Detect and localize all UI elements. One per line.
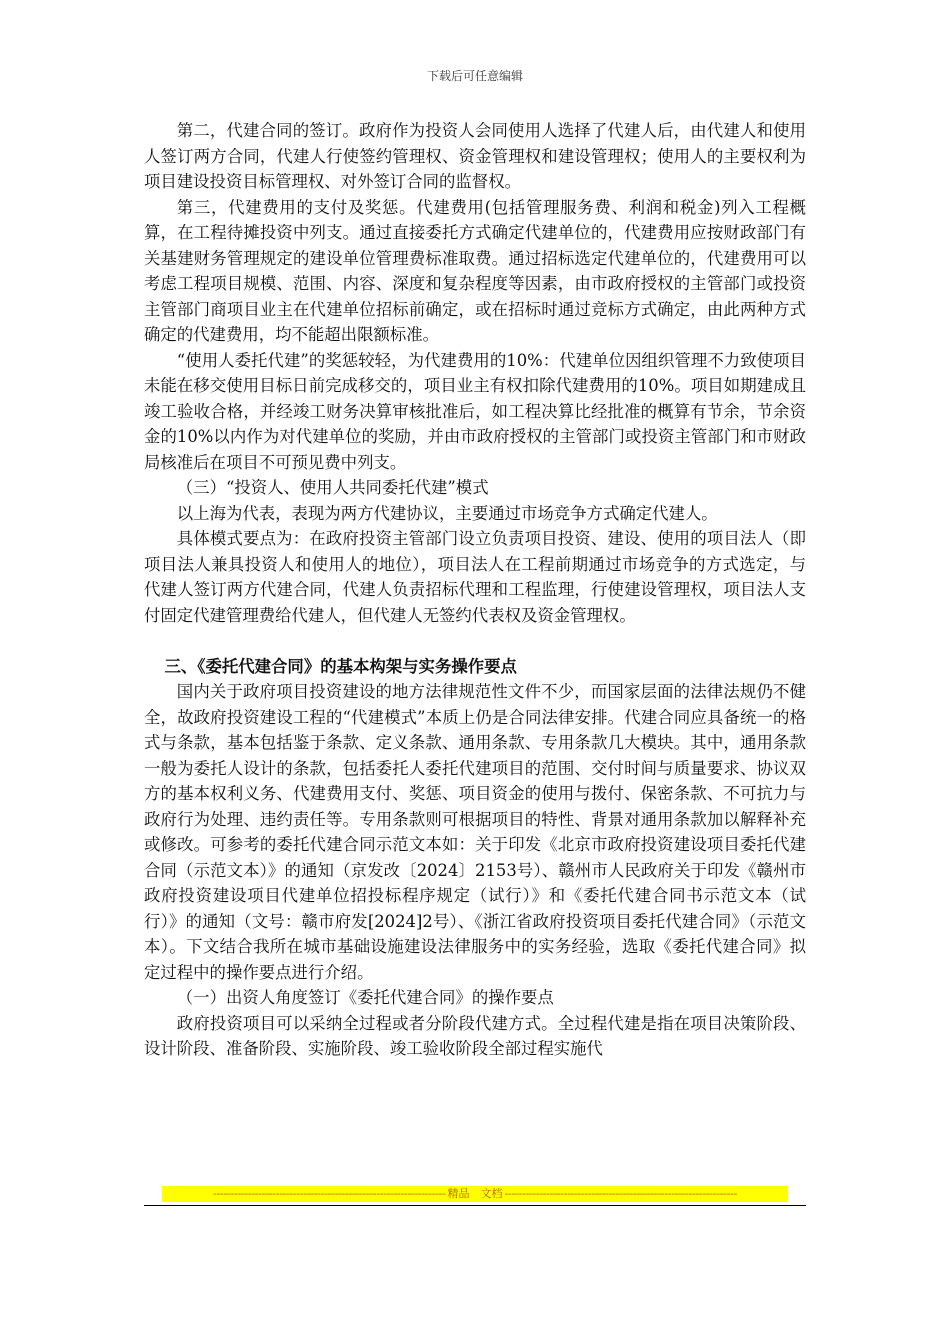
paragraph-shanghai: 以上海为代表，表现为两方代建协议，主要通过市场竞争方式确定代建人。 <box>176 503 718 523</box>
subheading-investor-perspective: （一）出资人角度签订《委托代建合同》的操作要点 <box>176 988 554 1007</box>
subheading-joint-model: （三）“投资人、使用人共同委托代建”模式 <box>176 478 489 497</box>
footer-label: 精品 文档 <box>447 1187 503 1200</box>
document-body <box>144 118 806 1062</box>
paragraph-full-process: 政府投资项目可以采纳全过程或者分阶段代建方式。全过程代建是指在项目决策阶段、设计阶段、准备阶段、实施阶段、竣工验收阶段全部过程实施代 <box>144 1013 806 1058</box>
paragraph-contract-signing: 第二，代建合同的签订。政府作为投资人会同使用人选择了代建人后，由代建人和使用人签订两方合同，代建人行使签约管理权、资金管理权和建设管理权；使用人的主要权利为项目建设投资目标管理权、对外签订合同的监督权。 <box>144 121 806 191</box>
footer-dashes-right: ------------------------------------------------------------------- <box>504 1187 737 1200</box>
footer-banner <box>162 1186 788 1202</box>
page-header: 下载后可任意编辑 <box>426 69 523 83</box>
paragraph-model-points: 具体模式要点为：在政府投资主管部门设立负责项目投资、建设、使用的项目法人（即项目法人兼具投资人和使用人的地位），项目法人在工程前期通过市场竞争的方式选定，与代建人签订两方代建合同，代建人负责招标代理和工程监理，行使建设管理权，项目法人支付固定代建管理费给代建人，但代建人无签约代表权及资金管理权。 <box>144 529 806 625</box>
paragraph-fee-payment: 第三，代建费用的支付及奖惩。代建费用(包括管理服务费、利润和税金)列入工程概算，在工程待摊投资中列支。通过直接委托方式确定代建单位的，代建费用应按财政部门有关基建财务管理规定的建设单位管理费标准取费。通过招标选定代建单位的，代建费用可以考虑工程项目规模、范围、内容、深度和复杂程度等因素，由市政府授权的主管部门或投资主管部门商项目业主在代建单位招标前确定，或在招标时通过竞标方式确定，由此两种方式确定的代建费用，均不能超出限额标准。 <box>144 197 806 344</box>
paragraph-reward-penalty: “使用人委托代建”的奖惩较轻，为代建费用的10%：代建单位因组织管理不力致使项目未能在移交使用目标日前完成移交的，项目业主有权扣除代建费用的10%。项目如期建成且竣工验收合格，并经竣工财务决算审核批准后，如工程决算比经批准的概算有节余，节余资金的10%以内作为对代建单位的奖励，并由市政府授权的主管部门或投资主管部门和市财政局核准后在项目不可预见费中列支。 <box>144 350 806 472</box>
section-heading: 三、《委托代建合同》的基本构架与实务操作要点 <box>164 656 517 676</box>
footer-rule <box>144 1205 806 1206</box>
footer-dashes-left: ------------------------------------------------------------------- <box>213 1187 446 1200</box>
paragraph-contract-framework: 国内关于政府项目投资建设的地方法律规范性文件不少，而国家层面的法律法规仍不健全，故政府投资建设工程的“代建模式”本质上仍是合同法律安排。代建合同应具备统一的格式与条款，基本包括鉴于条款、定义条款、通用条款、专用条款几大模块。其中，通用条款一般为委托人设计的条款，包括委托人委托代建项目的范围、交付时间与质量要求、协议双方的基本权利义务、代建费用支付、奖惩、项目资金的使用与拨付、保密条款、不可抗力与政府行为处理、违约责任等。专用条款则可根据项目的特性、背景对通用条款加以解释补充或修改。可参考的委托代建合同示范文本如：关于印发《北京市政府投资建设项目委托代建合同（示范文本）》的通知（京发改〔2024〕2153号）、赣州市人民政府关于印发《赣州市政府投资建设项目代建单位招投标程序规定（试行）》和《委托代建合同书示范文本（试行）》的通知（文号：赣市府发[2024]2号）、《浙江省政府投资项目委托代建合同》（示范文本）。下文结合我所在城市基础设施建设法律服务中的实务经验，选取《委托代建合同》拟定过程中的操作要点进行介绍。 <box>144 682 806 982</box>
